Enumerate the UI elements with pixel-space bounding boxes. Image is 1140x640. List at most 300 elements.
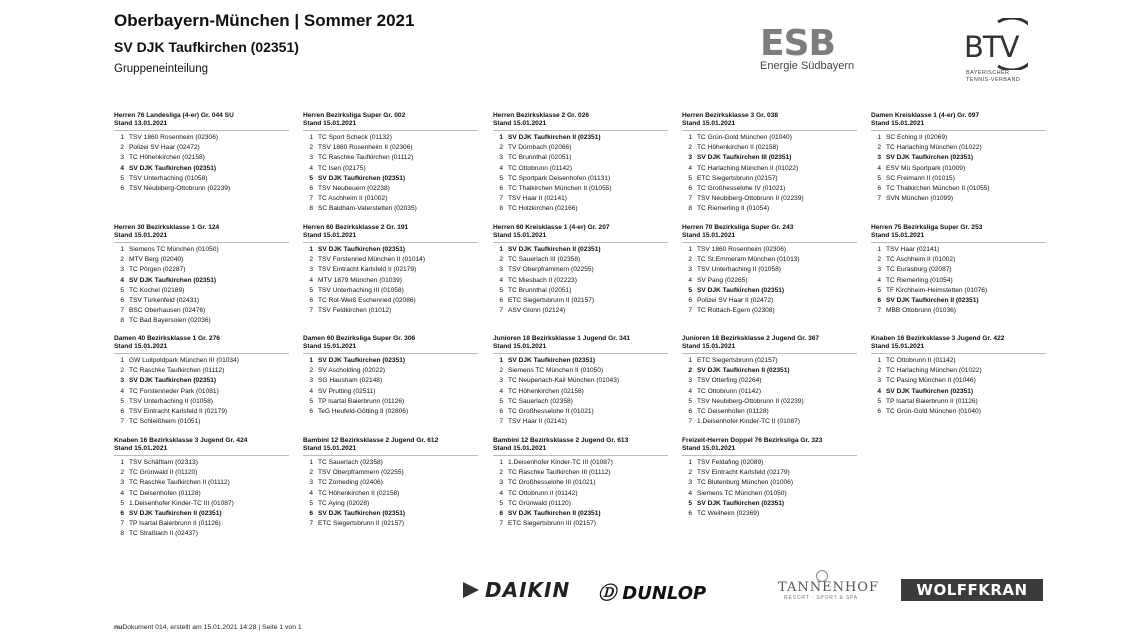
team-rank: 7 [120,418,124,426]
team-row [871,366,1051,376]
team-name: SV DJK Taufkirchen (02351) [129,276,217,284]
team-row [303,143,483,153]
group-block [682,437,862,519]
team-row [682,204,862,214]
group-title: Herren 60 Kreisklasse 1 (4-er) Gr. 207 [493,224,610,231]
team-rank: 5 [120,174,124,182]
esb-logo-text: ESB [760,23,835,64]
team-name: TC Raschke Taufkirchen II (01112) [129,479,230,487]
team-row [682,458,862,468]
team-row [114,153,294,163]
team-name: SV Pang (02265) [697,276,748,284]
team-name: TC Deisenhofen (01128) [697,408,769,416]
team-rank: 8 [120,317,124,325]
team-rank: 5 [877,174,881,182]
team-rank: 6 [120,185,124,193]
team-row [114,478,294,488]
team-row [871,265,1051,275]
team-name: ETC Siegertsbrunn III (02157) [508,520,596,528]
wolffkran-logo: WOLFFKRAN [901,579,1043,601]
team-rank: 7 [120,307,124,315]
group-block [303,335,483,417]
group-title: Herren Bezirksklasse 2 Gr. 026 [493,112,590,119]
team-name: TC Raschke Taufkirchen (01112) [129,367,225,375]
team-name: SV DJK Taufkirchen (02351) [697,286,785,294]
group-divider [493,353,668,354]
team-row [682,397,862,407]
team-rank: 4 [309,489,313,497]
team-row [303,489,483,499]
team-name: TC Brunnthal (02051) [508,286,572,294]
group-title: Herren 60 Bezirksklasse 2 Gr. 191 [303,224,409,231]
team-name: TSV Forstenried München II (01014) [318,256,426,264]
team-rank: 2 [499,469,503,477]
footer [114,624,302,631]
group-date: Stand 15.01.2021 [871,343,925,350]
team-row [493,387,673,397]
team-rank: 7 [499,307,503,315]
team-row-highlighted [682,153,862,163]
team-rank: 1 [120,459,124,466]
team-rank: 1 [499,357,503,364]
team-rank: 1 [499,246,503,253]
team-rank: 5 [688,499,692,507]
tannenhof-logo [778,570,879,601]
team-rank: 3 [499,479,503,487]
team-name: TC Thalkirchen München II (01055) [886,185,990,193]
team-rank: 4 [309,276,313,284]
team-rank: 5 [499,397,503,405]
team-row [303,286,483,296]
team-rank: 1 [499,459,503,466]
group-title: Knaben 16 Bezirksklasse 3 Jugend Gr. 424 [114,437,248,444]
group-block [114,335,294,427]
team-row-highlighted [114,164,294,174]
team-rank: 4 [688,387,692,395]
team-name: SVN München (01099) [886,195,954,203]
team-row [871,184,1051,194]
team-name: SV DJK Taufkirchen (02351) [318,510,406,518]
team-rank: 7 [688,418,692,426]
team-row [303,194,483,204]
team-name: TP Isartal Baierbrunn II (01126) [886,397,978,405]
team-row [493,153,673,163]
team-name: TC Aschheim II (01002) [318,195,388,203]
team-rank: 3 [688,154,692,162]
team-name: ESV Mü Sportpark (01009) [886,164,966,172]
team-rank: 1 [688,134,692,141]
team-name: TSV Oberpframmern (02255) [318,469,404,477]
team-row [871,143,1051,153]
team-rank: 4 [120,164,124,172]
team-rank: 3 [688,377,692,385]
team-rank: 3 [120,377,124,385]
team-name: TC Höhenkirchen (02158) [129,154,205,162]
group-block [871,112,1051,204]
team-rank: 6 [877,185,881,193]
team-name: SV DJK Taufkirchen (02351) [508,357,596,364]
team-name: TC Sauerlach (02358) [318,459,383,466]
team-name: TC St.Emmeram München (01013) [697,256,800,264]
btv-logo-text: BTV [964,30,1019,64]
team-name: TC Bad Bayersoien (02036) [129,317,211,325]
daikin-mark-icon [463,582,479,598]
team-rank: 7 [499,195,503,203]
group-date: Stand 15.01.2021 [682,445,736,452]
team-name: TC Grün-Gold München (01040) [697,134,792,141]
team-name: Polizei SV Haar (02472) [129,144,200,152]
team-rank: 4 [120,387,124,395]
team-name: MTV 1879 München (01039) [318,276,402,284]
team-row [303,204,483,214]
team-rank: 2 [877,144,881,152]
group-divider [871,242,1046,243]
team-row [114,245,294,255]
group-divider [303,242,478,243]
team-name: MBB Ottobrunn (01036) [886,307,957,315]
team-rank: 5 [499,499,503,507]
team-rank: 6 [120,297,124,305]
team-rank: 7 [499,520,503,528]
btv-logo [958,18,1028,88]
team-rank: 3 [120,266,124,274]
team-row [114,397,294,407]
team-rank: 6 [688,510,692,518]
group-block [303,437,483,529]
team-rank: 2 [877,256,881,264]
team-name: TSV Otterfing (02264) [697,377,762,385]
team-rank: 5 [309,397,313,405]
group-date: Stand 15.01.2021 [493,445,547,452]
club-name: SV DJK Taufkirchen (02351) [114,39,299,55]
team-rank: 1 [688,357,692,364]
group-date: Stand 15.01.2021 [303,232,357,239]
dunlop-text: DUNLOP [622,583,707,604]
team-row [114,296,294,306]
team-rank: 6 [309,185,313,193]
team-name: TC Sport Scheck (01132) [318,134,392,141]
team-row [303,153,483,163]
team-rank: 2 [120,367,124,375]
group-date: Stand 15.01.2021 [303,120,357,127]
group-date: Stand 15.01.2021 [871,120,925,127]
team-row [682,276,862,286]
group-title: Damen 60 Bezirksliga Super Gr. 306 [303,335,416,342]
team-name: TC Harlaching München (01022) [886,367,982,375]
team-row [114,499,294,509]
group-divider [303,455,478,456]
group-block [493,112,673,215]
team-rank: 7 [499,418,503,426]
team-name: TC Blutenburg München (01006) [697,479,794,487]
group-divider [114,353,289,354]
team-row [303,376,483,386]
daikin-text: DAIKIN [485,578,571,602]
footer-brand: nu [114,624,123,631]
btv-subtitle-line1: BAYERISCHER [966,70,1010,76]
team-rank: 2 [309,144,313,152]
team-rank: 1 [309,246,313,253]
team-name: ETC Siegertsbrunn (02157) [697,174,778,182]
team-name: TC Forstenrieder Park (01081) [129,387,219,395]
team-name: TC Zorneding (02406) [318,479,383,487]
group-date: Stand 15.01.2021 [114,445,168,452]
team-row-highlighted [871,296,1051,306]
team-name: TC Rottach-Egern (02308) [697,307,775,315]
team-name: TC Neuperlach-Kail München (01043) [508,377,620,385]
team-row-highlighted [682,366,862,376]
team-name: Siemens TC München II (01050) [508,367,604,375]
team-name: TeG Heufeld-Götting II (02806) [318,408,409,416]
group-title: Herren 70 Bezirksliga Super Gr. 243 [682,224,794,231]
team-row [114,387,294,397]
team-rank: 4 [120,276,124,284]
team-name: TC Riemerling (01054) [886,276,953,284]
group-date: Stand 15.01.2021 [303,445,357,452]
team-rank: 6 [120,408,124,416]
group-divider [682,455,857,456]
group-title: Junioren 18 Bezirksklasse 2 Jugend Gr. 367 [682,335,820,342]
team-row [682,184,862,194]
dunlop-mark-icon: Ⓓ [598,583,623,604]
team-row [871,133,1051,143]
team-rank: 7 [309,195,313,203]
team-row [682,356,862,366]
team-name: ETC Siegertsbrunn II (02157) [508,297,595,305]
group-divider [303,353,478,354]
team-row [493,164,673,174]
team-row [114,529,294,539]
team-name: TC Ottobrunn II (01142) [886,357,956,364]
group-title: Herren Bezirksliga Super Gr. 002 [303,112,406,119]
team-row-highlighted [114,376,294,386]
team-rank: 2 [499,367,503,375]
esb-logo-subtitle: Energie Südbayern [760,60,855,72]
team-row-highlighted [493,245,673,255]
team-name: 1.Deisenhofer Kinder-TC III (01087) [508,459,613,466]
group-block [493,224,673,316]
dunlop-logo [598,579,706,605]
team-row [682,133,862,143]
team-name: TSV Neubiberg-Ottobrunn II (02239) [697,397,804,405]
team-name: TV Dürnbach (02066) [508,144,572,152]
team-rank: 4 [499,387,503,395]
group-block [871,335,1051,417]
team-row [682,468,862,478]
team-rank: 5 [877,286,881,294]
team-rank: 8 [499,205,503,213]
team-rank: 7 [688,195,692,203]
team-name: TSV Neubiberg-Ottobrunn (02239) [129,185,231,193]
team-rank: 7 [877,307,881,315]
team-row [303,366,483,376]
team-name: SV DJK Taufkirchen (02351) [129,377,217,385]
team-rank: 5 [688,286,692,294]
team-row [682,143,862,153]
group-block [493,335,673,427]
team-rank: 6 [309,408,313,416]
team-name: BSC Oberhausen (02476) [129,307,206,315]
team-row [493,265,673,275]
team-rank: 3 [877,266,881,274]
team-row-highlighted [871,387,1051,397]
team-rank: 2 [688,256,692,264]
team-row [303,407,483,417]
team-name: TC Ottobrunn (01142) [508,164,573,172]
team-name: TSV 1860 Rosenheim (02306) [697,246,787,253]
team-rank: 2 [877,367,881,375]
group-divider [114,455,289,456]
group-title: Herren 75 Bezirksliga Super Gr. 253 [871,224,983,231]
team-row-highlighted [493,509,673,519]
team-row [493,468,673,478]
btv-logo-subtitle [966,70,1020,84]
team-name: TSV Eintracht Karlsfeld II (02179) [129,408,228,416]
team-name: TC Thalkirchen München II (01055) [508,185,612,193]
team-name: TC Grünwald (01120) [508,499,571,507]
team-rank: 2 [120,256,124,264]
team-row [682,376,862,386]
team-name: TSV Unterhaching II (01058) [129,397,213,405]
team-name: TSV 1860 Rosenheim (02306) [129,134,219,141]
team-row [871,407,1051,417]
team-name: SC Baldham-Vaterstetten (02035) [318,205,417,213]
team-name: TP Isartal Baierbrunn (01126) [318,397,405,405]
team-rank: 7 [120,520,124,528]
group-date: Stand 13.01.2021 [114,120,168,127]
team-name: TC Großhesselohe II (01021) [508,408,594,416]
group-title: Damen 40 Bezirksklasse 1 Gr. 276 [114,335,220,342]
team-row [871,276,1051,286]
team-name: TC Miesbach II (02223) [508,276,577,284]
team-row [493,204,673,214]
team-rank: 4 [688,276,692,284]
team-name: TC Riemerling II (01054) [697,205,770,213]
team-name: TC Brunnthal (02051) [508,154,572,162]
team-row [303,499,483,509]
team-row-highlighted [682,499,862,509]
team-rank: 7 [309,520,313,528]
team-name: SC Freimann II (01015) [886,174,955,182]
team-rank: 7 [309,307,313,315]
group-title: Herren Bezirksklasse 3 Gr. 038 [682,112,779,119]
team-row [493,519,673,529]
team-row [114,417,294,427]
team-row [493,407,673,417]
team-rank: 5 [688,397,692,405]
btv-subtitle-line2: TENNIS-VERBAND [966,77,1021,83]
team-name: TC Raschke Taufkirchen (01112) [318,154,414,162]
team-name: TC Höhenkirchen II (02158) [697,144,779,152]
group-title: Bambini 12 Bezirksklasse 2 Jugend Gr. 613 [493,437,629,444]
team-name: TC Deisenhofen (01128) [129,489,201,497]
team-row [493,184,673,194]
group-block [871,224,1051,316]
team-rank: 1 [877,246,881,253]
team-rank: 6 [877,297,881,305]
team-rank: 4 [688,489,692,497]
team-name: TSV Unterhaching II (01058) [697,266,781,274]
team-row-highlighted [303,356,483,366]
team-name: TSV Eintracht Karlsfeld II (02179) [318,266,417,274]
team-name: TSV Haar (02141) [886,246,940,253]
team-row-highlighted [303,245,483,255]
team-name: SV DJK Taufkirchen (02351) [318,246,406,253]
team-rank: 8 [688,205,692,213]
team-rank: 2 [120,469,124,477]
team-rank: 6 [877,408,881,416]
team-name: TC Isen (02175) [318,164,366,172]
team-rank: 5 [877,397,881,405]
team-row [303,387,483,397]
team-row [493,397,673,407]
team-rank: 2 [688,367,692,375]
group-divider [493,242,668,243]
team-rank: 1 [499,134,503,141]
team-name: TSV 1860 Rosenheim II (02306) [318,144,413,152]
group-divider [303,130,478,131]
team-row [682,478,862,488]
team-rank: 3 [309,266,313,274]
team-row-highlighted [114,509,294,519]
group-divider [871,130,1046,131]
team-row [871,255,1051,265]
team-rank: 4 [499,164,503,172]
team-row [871,286,1051,296]
team-row-highlighted [493,133,673,143]
team-rank: 6 [120,510,124,518]
team-row [303,164,483,174]
team-name: SV DJK Taufkirchen (02351) [697,499,785,507]
team-rank: 3 [309,479,313,487]
team-name: TC Höhenkirchen (02158) [508,387,584,395]
group-block [114,112,294,194]
team-row-highlighted [303,174,483,184]
team-rank: 4 [309,164,313,172]
team-rank: 5 [499,174,503,182]
team-name: TC Weilheim (02369) [697,510,760,518]
team-name: TSV Oberpframmern (02255) [508,266,594,274]
team-name: Polizei SV Haar II (02472) [697,297,774,305]
team-rank: 2 [309,367,313,375]
team-name: TC Pasing München II (01046) [886,377,976,385]
team-row [493,376,673,386]
team-rank: 1 [120,134,124,141]
team-name: ASV Glonn (02124) [508,307,566,315]
team-rank: 6 [499,408,503,416]
team-rank: 3 [499,377,503,385]
team-row [682,245,862,255]
team-name: SV DJK Taufkirchen (02351) [886,387,974,395]
team-row [114,184,294,194]
page-title: Oberbayern-München | Sommer 2021 [114,11,415,30]
team-name: SV DJK Taufkirchen (02351) [129,164,217,172]
team-row [871,245,1051,255]
group-date: Stand 15.01.2021 [493,343,547,350]
team-row-highlighted [493,356,673,366]
team-row [114,356,294,366]
team-name: Siemens TC München (01050) [697,489,787,497]
team-row [682,509,862,519]
team-row [114,366,294,376]
group-title: Bambini 12 Bezirksklasse 2 Jugend Gr. 612 [303,437,439,444]
team-row [114,143,294,153]
team-name: SC Eching II (02069) [886,134,948,141]
team-name: SV Ascholding (02022) [318,367,386,375]
team-rank: 1 [688,246,692,253]
group-date: Stand 15.01.2021 [682,232,736,239]
team-row [303,133,483,143]
